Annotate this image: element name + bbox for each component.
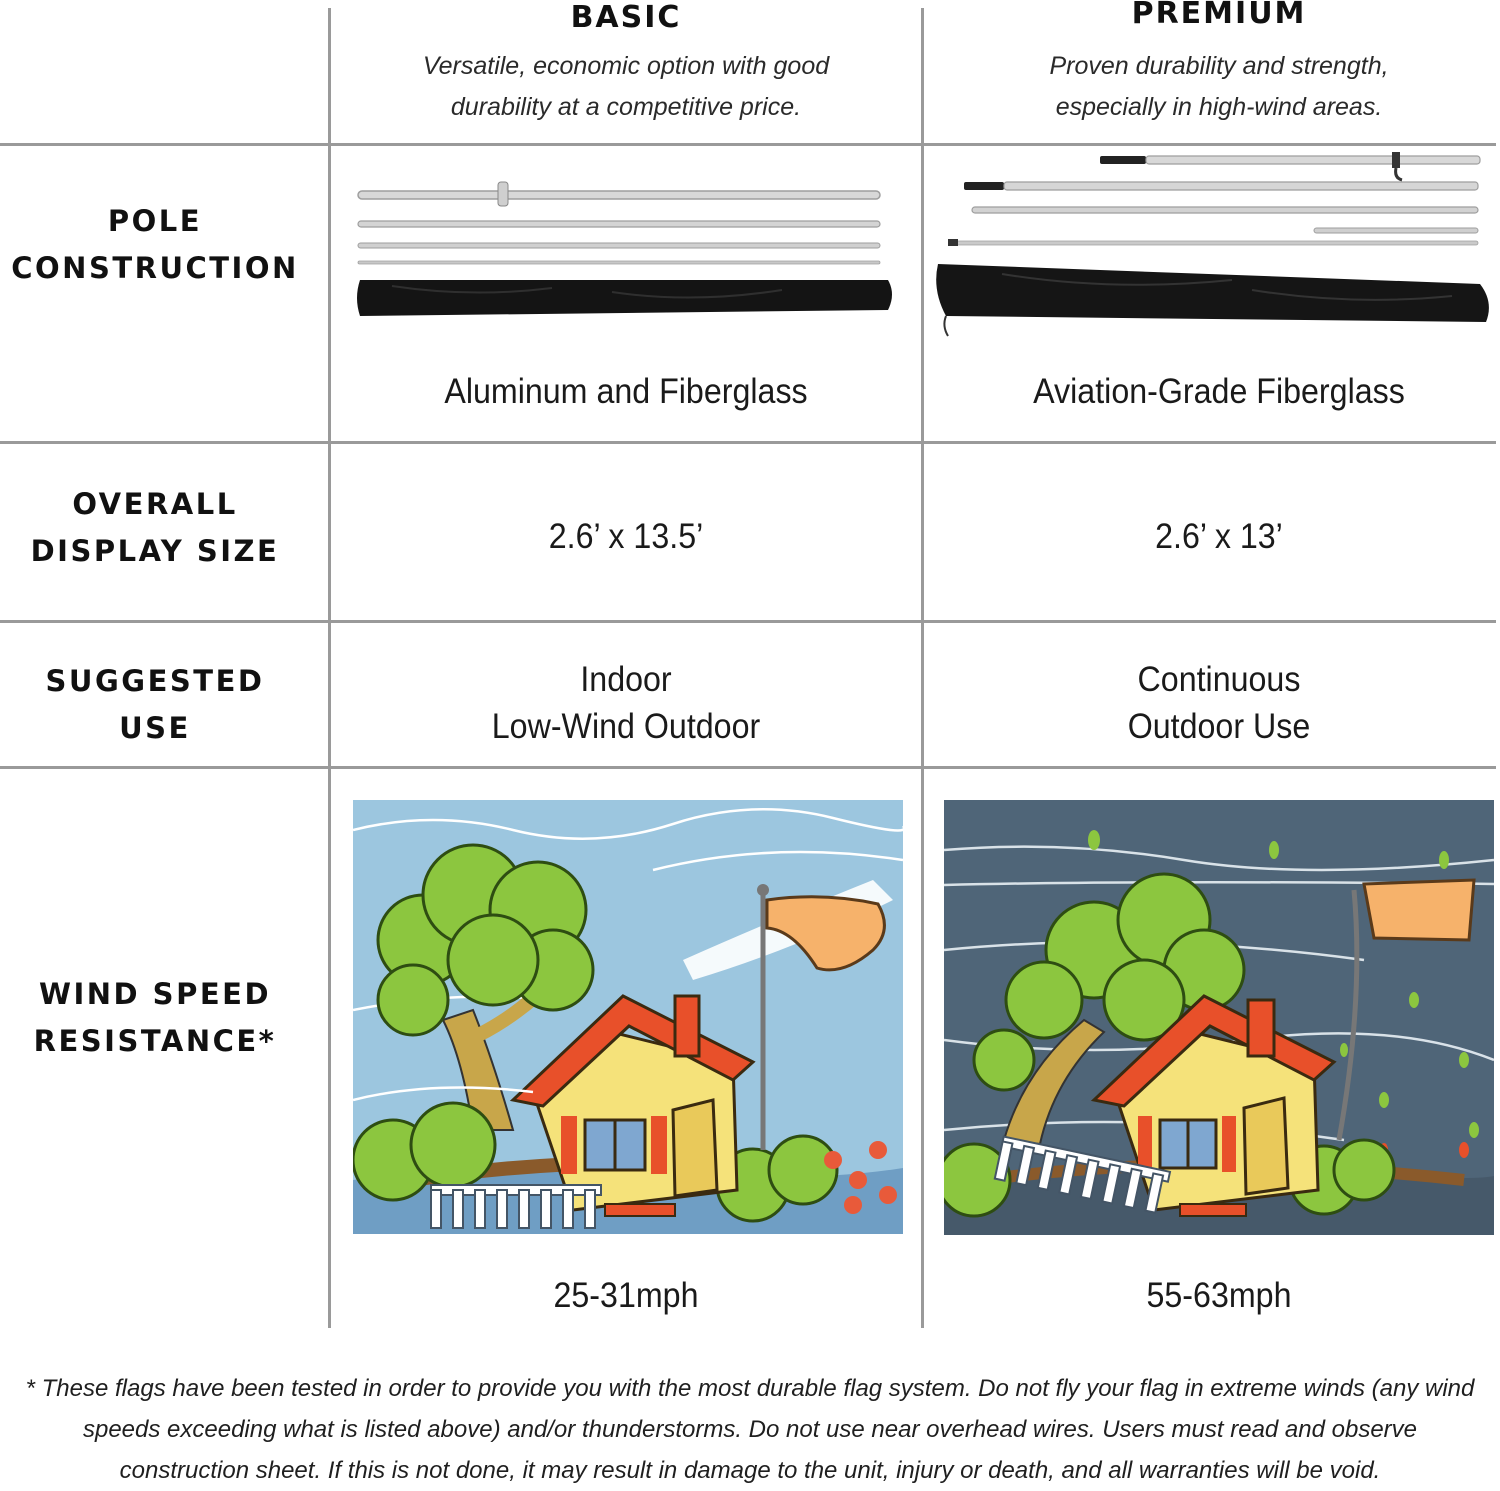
wind-speed-label: WIND SPEED RESISTANCE* bbox=[33, 977, 277, 1058]
storm-flag bbox=[1364, 880, 1474, 940]
pole-clip bbox=[498, 182, 508, 206]
premium-display-size: 2.6’ x 13’ bbox=[1155, 517, 1283, 556]
pole-section bbox=[1146, 156, 1480, 164]
pole-section bbox=[358, 261, 880, 264]
divider-middle-column bbox=[921, 8, 924, 1328]
premium-description-line1: Proven durability and strength, bbox=[1049, 52, 1389, 80]
basic-wind-speed: 25-31mph bbox=[553, 1276, 699, 1315]
premium-description-line2: especially in high-wind areas. bbox=[1055, 93, 1383, 121]
high-wind-illustration bbox=[944, 800, 1494, 1235]
suggested-use-label: SUGGESTED USE bbox=[45, 664, 265, 745]
divider-header bbox=[0, 143, 1496, 146]
premium-title: PREMIUM bbox=[1131, 0, 1307, 31]
basic-pole-material: Aluminum and Fiberglass bbox=[444, 372, 808, 411]
premium-suggested-use: Continuous Outdoor Use bbox=[1127, 660, 1311, 746]
basic-suggested-use: Indoor Low-Wind Outdoor bbox=[491, 660, 761, 746]
divider-size bbox=[0, 620, 1496, 623]
divider-pole bbox=[0, 441, 1496, 444]
pole-section bbox=[972, 207, 1478, 213]
divider-label-column bbox=[328, 8, 331, 1328]
basic-description bbox=[331, 46, 921, 128]
basic-description-line2: durability at a competitive price. bbox=[450, 93, 802, 121]
premium-description bbox=[924, 46, 1500, 128]
pole-clip bbox=[1392, 152, 1400, 168]
pole-section bbox=[1004, 182, 1478, 190]
carry-bag bbox=[357, 280, 892, 316]
basic-description-line1: Versatile, economic option with good bbox=[422, 52, 830, 80]
pole-grip bbox=[1100, 156, 1146, 164]
carry-bag bbox=[936, 264, 1489, 322]
disclaimer-footnote: * These flags have been tested in order to provide you with the most durable flag system. Do not fly your flag in extreme winds (any wind speeds exceeding what is listed above) and/or thunderstorms. Do not use near overhead wires. Users must read and observe construction sheet. If this is not done, it may result in damage to the unit, injury or death, and all warranties will be void. bbox=[25, 1375, 1475, 1484]
premium-wind-speed: 55-63mph bbox=[1146, 1276, 1292, 1315]
premium-pole-kit-image bbox=[932, 150, 1494, 340]
pole-section bbox=[1314, 228, 1478, 233]
display-size-label: OVERALL DISPLAY SIZE bbox=[30, 487, 280, 568]
premium-pole-material: Aviation-Grade Fiberglass bbox=[1033, 372, 1405, 411]
divider-use bbox=[0, 766, 1496, 769]
pole-section bbox=[358, 243, 880, 248]
pole-grip bbox=[964, 182, 1004, 190]
low-wind-illustration bbox=[353, 800, 903, 1234]
pole-section bbox=[358, 221, 880, 227]
basic-title: BASIC bbox=[570, 0, 682, 35]
basic-display-size: 2.6’ x 13.5’ bbox=[548, 517, 704, 556]
pole-section bbox=[358, 191, 880, 199]
basic-pole-kit-image bbox=[352, 176, 902, 326]
pole-construction-label: POLE CONSTRUCTION bbox=[11, 204, 299, 285]
pole-section bbox=[950, 241, 1478, 245]
